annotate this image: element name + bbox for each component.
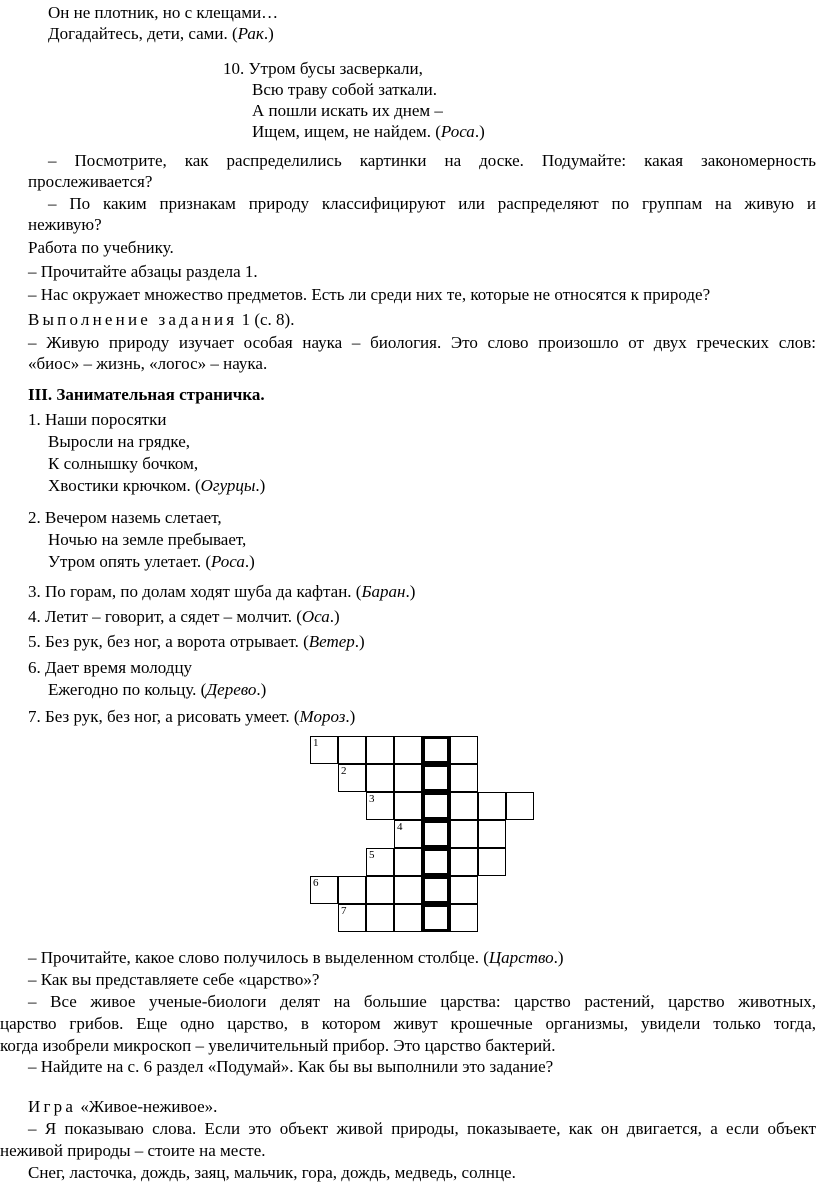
text-line: Утром опять улетает. (Роса.) — [48, 552, 255, 571]
crossword-cell-highlighted — [422, 736, 450, 764]
crossword-cell-highlighted — [422, 848, 450, 876]
crossword-cell-highlighted — [422, 792, 450, 820]
crossword-number: 6 — [313, 877, 319, 889]
section-heading: III. Занимательная страничка. — [28, 385, 265, 404]
paragraph-line: царство грибов. Еще одно царство, в котором живут крошечные организмы, увидели только тогда, — [0, 1014, 816, 1033]
text-line: 7. Без рук, без ног, а рисовать умеет. (Мороз.) — [28, 707, 356, 726]
paragraph-line: – Найдите на с. 6 раздел «Подумай». Как бы вы выполнили это задание? — [28, 1057, 554, 1076]
crossword-cell — [310, 736, 338, 764]
riddle-answer: Огурцы — [200, 476, 256, 495]
crossword-number: 2 — [341, 765, 347, 777]
paragraph-line: – Как вы представляете себе «царство»? — [28, 970, 320, 989]
crossword-cell — [394, 736, 422, 764]
crossword-cell — [310, 876, 338, 904]
riddle-answer: Ветер — [308, 632, 355, 651]
paragraph-line: прослеживается? — [28, 172, 153, 191]
text-line: Догадайтесь, дети, сами. (Рак.) — [48, 24, 274, 43]
crossword-number: 4 — [397, 821, 403, 833]
crossword-cell — [394, 792, 422, 820]
game-title: Игра «Живое-неживое». — [28, 1097, 218, 1116]
crossword-cell — [478, 792, 506, 820]
crossword-cell — [450, 736, 478, 764]
text-line: Ищем, ищем, не найдем. (Роса.) — [252, 122, 485, 141]
crossword-cell — [338, 736, 366, 764]
crossword-cell — [338, 764, 366, 792]
paragraph-line: Работа по учебнику. — [28, 238, 174, 257]
crossword-cell — [478, 820, 506, 848]
crossword-cell — [394, 904, 422, 932]
crossword-cell — [338, 876, 366, 904]
text-line: 4. Летит – говорит, а сядет – молчит. (Оса.) — [28, 607, 340, 626]
text-line: 5. Без рук, без ног, а ворота отрывает. (Ветер.) — [28, 632, 365, 651]
paragraph-line: Снег, ласточка, дождь, заяц, мальчик, гора, дождь, медведь, солнце. — [28, 1163, 516, 1182]
paragraph-line: – Прочитайте абзацы раздела 1. — [28, 262, 258, 281]
paragraph-line: – По каким признакам природу классифицируют или распределяют по группам на живую и — [48, 194, 816, 213]
crossword-grid — [310, 736, 510, 932]
riddle-answer: Оса — [301, 607, 330, 626]
crossword-cell — [450, 876, 478, 904]
text-line: Хвостики крючком. (Огурцы.) — [48, 476, 266, 495]
paragraph-line: неживой природы – стоите на месте. — [0, 1141, 266, 1160]
crossword-cell — [478, 848, 506, 876]
riddle-answer: Царство — [488, 948, 554, 967]
riddle-answer: Мороз — [299, 707, 346, 726]
crossword-cell — [366, 764, 394, 792]
crossword-cell — [394, 876, 422, 904]
paragraph-line: – Нас окружает множество предметов. Есть ли среди них те, которые не относятся к природе? — [28, 285, 711, 304]
text-line: Выросли на грядке, — [48, 432, 191, 451]
text-line: А пошли искать их днем – — [252, 101, 443, 120]
crossword-cell — [450, 848, 478, 876]
crossword-cell — [394, 764, 422, 792]
text-line: Ежегодно по кольцу. (Дерево.) — [48, 680, 267, 699]
text-line: 3. По горам, по долам ходят шуба да кафтан. (Баран.) — [28, 582, 416, 601]
paragraph-line: «биос» – жизнь, «логос» – наука. — [28, 354, 268, 373]
text-line: 6. Дает время молодцу — [28, 658, 193, 677]
crossword-cell — [338, 904, 366, 932]
task-line: Выполнение задания 1 (с. 8). — [28, 310, 295, 329]
crossword-number: 7 — [341, 905, 347, 917]
crossword-cell — [366, 792, 394, 820]
crossword-cell — [394, 848, 422, 876]
crossword-cell — [450, 764, 478, 792]
crossword-number: 5 — [369, 849, 375, 861]
crossword-cell-highlighted — [422, 764, 450, 792]
riddle-answer: Дерево — [206, 680, 257, 699]
paragraph-line: когда изобрели микроскоп – увеличительный прибор. Это царство бактерий. — [0, 1036, 556, 1055]
crossword-number: 1 — [313, 737, 319, 749]
text-line: Он не плотник, но с клещами… — [48, 3, 279, 22]
riddle-answer: Роса — [211, 552, 245, 571]
paragraph-line: неживую? — [28, 215, 102, 234]
paragraph-line: – Все живое ученые-биологи делят на большие царства: царство растений, царство животных, — [28, 992, 816, 1011]
crossword-cell — [394, 820, 422, 848]
crossword-cell — [450, 904, 478, 932]
text-line: 1. Наши поросятки — [28, 410, 167, 429]
text-line: 10. Утром бусы засверкали, — [223, 59, 423, 78]
text-line: К солнышку бочком, — [48, 454, 199, 473]
crossword-cell-highlighted — [422, 904, 450, 932]
crossword-cell — [506, 792, 534, 820]
crossword-cell — [450, 820, 478, 848]
crossword-cell — [366, 876, 394, 904]
crossword-cell — [366, 848, 394, 876]
crossword-cell-highlighted — [422, 820, 450, 848]
crossword-number: 3 — [369, 793, 375, 805]
text-line: Всю траву собой заткали. — [252, 80, 438, 99]
riddle-answer: Рак — [237, 24, 264, 43]
crossword-cell-highlighted — [422, 876, 450, 904]
text-line: 2. Вечером наземь слетает, — [28, 508, 222, 527]
paragraph-line: – Я показываю слова. Если это объект живой природы, показываете, как он двигается, а если объект — [28, 1119, 816, 1138]
text-line: Ночью на земле пребывает, — [48, 530, 247, 549]
crossword-cell — [366, 904, 394, 932]
crossword-cell — [366, 736, 394, 764]
crossword-cell — [450, 792, 478, 820]
paragraph-line: – Живую природу изучает особая наука – биология. Это слово произошло от двух греческих слов: — [28, 333, 816, 352]
paragraph-line: – Посмотрите, как распределились картинки на доске. Подумайте: какая закономерность — [48, 151, 816, 170]
paragraph-line: – Прочитайте, какое слово получилось в выделенном столбце. (Царство.) — [28, 948, 564, 967]
riddle-answer: Роса — [440, 122, 475, 141]
riddle-answer: Баран — [361, 582, 406, 601]
